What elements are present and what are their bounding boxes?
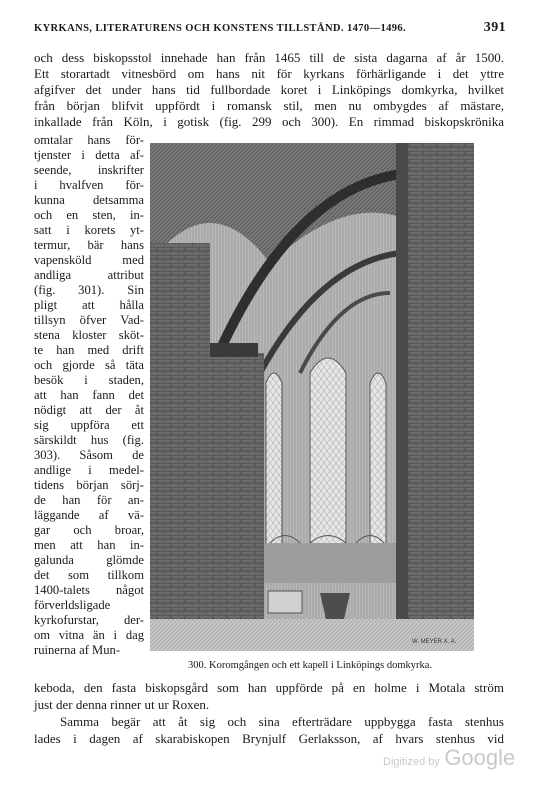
text-line: afgifver det under hans tid fullbordade koret i Linköpings domkyrka, hvilket (34, 82, 504, 97)
text-line: gar och broar, (34, 523, 144, 537)
text-line: termur, bär hans (34, 238, 144, 252)
text-line: andlige i medel- (34, 463, 144, 477)
text-line: särskildt hus (fig. (34, 433, 144, 447)
text-line: (fig. 301). Sin (34, 283, 144, 297)
text-line: besök i staden, (34, 373, 144, 387)
text-line: kyrkofurstar, der- (34, 613, 144, 627)
figure-caption: 300. Koromgången och ett kapell i Linköpings domkyrka. (188, 660, 433, 671)
watermark-google: Google (444, 745, 516, 770)
text-line: om vitna än i dag (34, 628, 144, 642)
text-line: pligt att hålla (34, 298, 144, 312)
text-line: tjenster i detta af- (34, 148, 144, 162)
text-line: och dess biskopsstol innehade han från 1465 till de sista dagarna af år 1500. (34, 50, 504, 65)
text-line: Ett storartadt vitnesbörd om hans nit för kyrkans förhärligande i det yttre (34, 66, 504, 81)
text-line: ruinerna af Mun- (34, 643, 121, 657)
engraver-signature: W. MEYER X. A. (412, 639, 457, 645)
text-line: i hvalfven för- (34, 178, 144, 192)
page-number: 391 (483, 20, 506, 35)
text-line: seende, inskrifter (34, 163, 144, 177)
cathedral-engraving (150, 143, 474, 651)
text-line: inkallade från Köln, i gotisk (fig. 299 och 300). En rimmad biskopskrönika (34, 114, 504, 129)
text-line: stena kloster sköt- (34, 328, 144, 342)
text-line: keboda, den fasta biskopsgård som han uppförde på en holme i Motala ström (34, 680, 504, 695)
watermark-digitized: Digitized by (383, 756, 440, 768)
text-line: Samma begär att åt sig och sina efterträdare uppbygga fasta stenhus (60, 714, 504, 729)
text-line: det som tillkom (34, 568, 144, 582)
text-line: just der denna rinner ut ur Roxen. (34, 697, 210, 712)
text-line: 1400-talets något (34, 583, 144, 597)
text-line: förverldsligade (34, 598, 111, 612)
text-line: och en sten, in- (34, 208, 144, 222)
text-line: men att han in- (34, 538, 144, 552)
text-line: att han fann det (34, 388, 144, 402)
text-line: och gjorde så täta (34, 358, 144, 372)
text-line: satt i korets yt- (34, 223, 144, 237)
text-line: tillsyn öfver Vad- (34, 313, 144, 327)
google-watermark (383, 745, 515, 771)
text-line: tidens början sörj- (34, 478, 144, 492)
text-line: te han med drift (34, 343, 144, 357)
text-line: galunda glömde (34, 553, 144, 567)
running-title: KYRKANS, LITERATURENS OCH KONSTENS TILLSTÅND. 1470—1496. (34, 23, 407, 34)
text-line: nödigt att der åt (34, 403, 144, 417)
running-header (34, 20, 506, 38)
text-line: omtalar hans för- (34, 133, 144, 147)
text-line: andliga attribut (34, 268, 144, 282)
text-line: från början blifvit uppfördt i romansk stil, men nu ombygdes af mästare, (34, 98, 504, 113)
text-line: de han för an- (34, 493, 144, 507)
ambulatory-illustration (150, 143, 474, 651)
text-line: 303). Såsom de (34, 448, 144, 462)
text-line: kunna detsamma (34, 193, 144, 207)
text-line: lades i dagen af skarabiskopen Brynjulf Gerlaksson, af hvars stenhus vid (34, 731, 504, 746)
text-line: vapensköld med (34, 253, 144, 267)
text-line: sig uppföra ett (34, 418, 144, 432)
text-line: läggande af vä- (34, 508, 144, 522)
